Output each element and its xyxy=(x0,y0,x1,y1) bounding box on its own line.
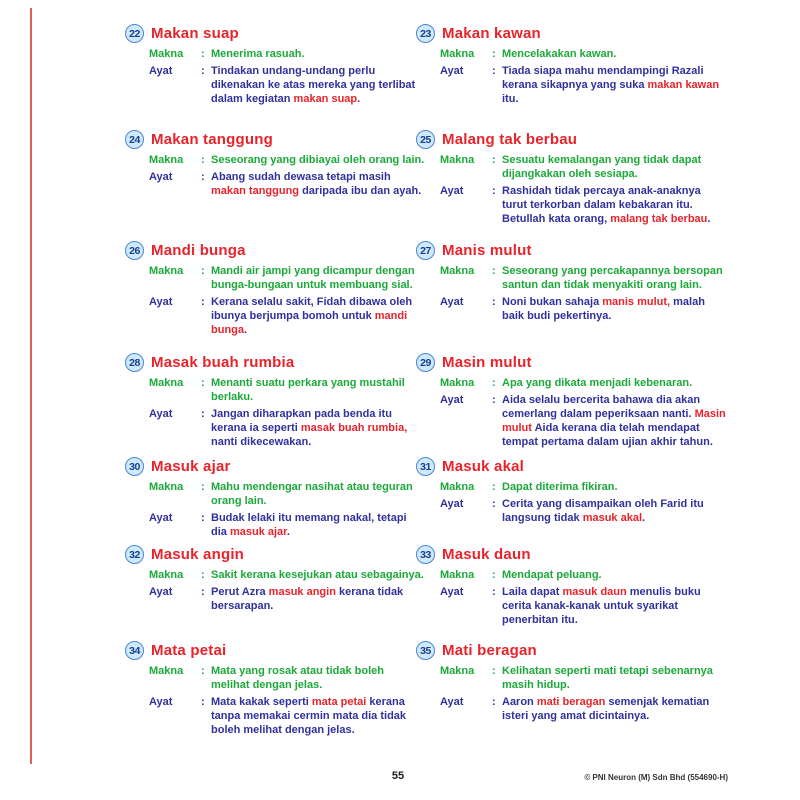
ayat-label: Ayat xyxy=(149,696,173,708)
makna-colon: : xyxy=(201,569,205,581)
makna-text: Apa yang dikata menjadi kebenaran. xyxy=(502,377,693,389)
entry-header xyxy=(416,241,726,260)
page-number: 55 xyxy=(391,770,405,782)
makna-label: Makna xyxy=(149,481,184,493)
ayat-colon: : xyxy=(201,586,205,598)
entry-header xyxy=(125,130,425,149)
ayat-segment: Tindakan undang-undang perlu dikenakan ke atas mereka yang terlibat dalam kegiatan xyxy=(211,65,416,105)
makna-text: Menanti suatu perkara yang mustahil berlaku. xyxy=(211,377,405,403)
idiom-entry xyxy=(125,353,425,452)
copyright-text: © PNI Neuron (M) Sdn Bhd (554690-H) xyxy=(584,773,728,782)
ayat-row xyxy=(416,295,726,323)
makna-row xyxy=(125,153,425,167)
ayat-row xyxy=(125,695,425,737)
entry-header xyxy=(125,353,425,372)
makna-colon: : xyxy=(201,154,205,166)
makna-text: Mandi air jampi yang dicampur dengan bunga-bungaan untuk membuang sial. xyxy=(211,265,415,291)
ayat-label: Ayat xyxy=(149,171,173,183)
makna-row xyxy=(416,376,726,390)
idiom-entry xyxy=(125,457,425,542)
entry-number-badge: 30 xyxy=(125,457,144,476)
makna-row xyxy=(416,153,726,181)
ayat-colon: : xyxy=(201,408,205,420)
makna-text: Menerima rasuah. xyxy=(211,48,305,60)
ayat-text xyxy=(211,407,425,449)
makna-colon: : xyxy=(492,154,496,166)
ayat-label: Ayat xyxy=(440,696,464,708)
ayat-segment: Perut Azra xyxy=(211,586,269,598)
ayat-segment: Abang sudah dewasa tetapi masih xyxy=(211,171,391,183)
makna-label: Makna xyxy=(440,265,475,277)
ayat-segment: Jangan diharapkan pada benda itu kerana ia seperti xyxy=(211,408,392,434)
entry-number-badge: 26 xyxy=(125,241,144,260)
ayat-segment: kerana tidak bersarapan. xyxy=(211,586,404,612)
ayat-row xyxy=(125,585,425,613)
idiom-entry xyxy=(125,545,425,616)
ayat-segment: Budak lelaki itu memang nakal, tetapi dia xyxy=(211,512,407,538)
ayat-segment: Aida kerana dia telah mendapat tempat pertama dalam ujian akhir tahun. xyxy=(502,422,713,448)
idiom-entry xyxy=(416,353,726,452)
entry-title: Malang tak berbau xyxy=(442,130,578,148)
makna-colon: : xyxy=(492,377,496,389)
entry-number-badge: 23 xyxy=(416,24,435,43)
ayat-segment: itu. xyxy=(502,93,519,105)
ayat-colon: : xyxy=(492,498,496,510)
ayat-label: Ayat xyxy=(440,65,464,77)
idiom-highlight: masak buah rumbia, xyxy=(300,422,408,434)
idiom-highlight: masuk akal xyxy=(582,512,643,524)
ayat-text xyxy=(502,295,726,323)
makna-row xyxy=(416,264,726,292)
makna-colon: : xyxy=(492,265,496,277)
ayat-text xyxy=(502,497,726,525)
ayat-segment: Noni bukan sahaja xyxy=(502,296,603,308)
entry-title: Masak buah rumbia xyxy=(151,353,295,371)
ayat-label: Ayat xyxy=(440,394,464,406)
ayat-segment: Aaron xyxy=(502,696,537,708)
idiom-entry xyxy=(125,130,425,201)
makna-row xyxy=(416,664,726,692)
makna-colon: : xyxy=(201,665,205,677)
ayat-row xyxy=(125,295,425,337)
makna-colon: : xyxy=(492,481,496,493)
entry-number-badge: 24 xyxy=(125,130,144,149)
makna-colon: : xyxy=(201,48,205,60)
entry-title: Mata petai xyxy=(151,641,227,659)
ayat-segment: menulis buku cerita kanak-kanak untuk syarikat penerbitan itu. xyxy=(502,586,701,626)
makna-label: Makna xyxy=(149,265,184,277)
idiom-highlight: masuk angin xyxy=(268,586,336,598)
idiom-entry xyxy=(416,545,726,630)
ayat-label: Ayat xyxy=(440,296,464,308)
ayat-colon: : xyxy=(492,65,496,77)
makna-row xyxy=(416,480,726,494)
ayat-text xyxy=(211,64,425,106)
entry-number-badge: 31 xyxy=(416,457,435,476)
idiom-highlight: masuk daun xyxy=(562,586,627,598)
idiom-entry xyxy=(125,24,425,109)
ayat-text xyxy=(502,695,726,723)
makna-colon: : xyxy=(492,569,496,581)
entry-number-badge: 33 xyxy=(416,545,435,564)
ayat-colon: : xyxy=(201,65,205,77)
ayat-segment: Kerana selalu sakit, Fidah dibawa oleh ibunya berjumpa bomoh untuk xyxy=(211,296,413,322)
ayat-segment: semenjak kematian isteri yang amat dicintainya. xyxy=(502,696,710,722)
makna-row xyxy=(125,264,425,292)
ayat-label: Ayat xyxy=(149,408,173,420)
idiom-highlight: makan suap xyxy=(293,93,358,105)
idiom-highlight: mandi bunga xyxy=(211,310,408,336)
ayat-label: Ayat xyxy=(149,586,173,598)
ayat-segment: Cerita yang disampaikan oleh Farid itu langsung tidak xyxy=(502,498,704,524)
entry-number-badge: 28 xyxy=(125,353,144,372)
page-footer xyxy=(0,770,800,790)
ayat-segment: Tiada siapa mahu mendampingi Razali kerana sikapnya yang suka xyxy=(502,65,704,91)
makna-text: Seseorang yang dibiayai oleh orang lain. xyxy=(211,154,425,166)
idiom-entry xyxy=(416,24,726,109)
ayat-text xyxy=(502,184,726,226)
ayat-segment: daripada ibu dan ayah. xyxy=(299,185,422,197)
entry-title: Manis mulut xyxy=(442,241,532,259)
entry-header xyxy=(125,641,425,660)
entry-number-badge: 35 xyxy=(416,641,435,660)
makna-text: Mencelakakan kawan. xyxy=(502,48,617,60)
makna-label: Makna xyxy=(440,154,475,166)
makna-colon: : xyxy=(492,665,496,677)
makna-row xyxy=(125,376,425,404)
entry-title: Masuk ajar xyxy=(151,457,231,475)
idiom-entry xyxy=(416,241,726,326)
makna-row xyxy=(125,664,425,692)
ayat-row xyxy=(416,393,726,449)
entry-title: Masuk daun xyxy=(442,545,531,563)
ayat-segment: Aida selalu bercerita bahawa dia akan cemerlang dalam peperiksaan nanti. xyxy=(502,394,701,420)
ayat-colon: : xyxy=(492,296,496,308)
ayat-row xyxy=(125,170,425,198)
makna-row xyxy=(416,568,726,582)
entry-title: Mati beragan xyxy=(442,641,537,659)
entry-number-badge: 34 xyxy=(125,641,144,660)
ayat-row xyxy=(416,64,726,106)
makna-text: Mahu mendengar nasihat atau teguran orang lain. xyxy=(211,481,413,507)
ayat-colon: : xyxy=(492,696,496,708)
ayat-colon: : xyxy=(201,171,205,183)
idiom-entry xyxy=(125,641,425,740)
ayat-segment: Rashidah tidak percaya anak-anaknya turut terkorban dalam kebakaran itu. Betullah kata orang, xyxy=(502,185,701,225)
ayat-row xyxy=(125,511,425,539)
entry-number-badge: 32 xyxy=(125,545,144,564)
ayat-label: Ayat xyxy=(149,512,173,524)
makna-label: Makna xyxy=(440,569,475,581)
ayat-label: Ayat xyxy=(440,498,464,510)
ayat-colon: : xyxy=(201,696,205,708)
makna-colon: : xyxy=(492,48,496,60)
idiom-highlight: manis mulut, xyxy=(602,296,671,308)
entry-title: Masuk angin xyxy=(151,545,245,563)
ayat-text xyxy=(211,295,425,337)
ayat-segment: kerana tanpa memakai cermin mata dia tidak boleh melihat dengan jelas. xyxy=(211,696,407,736)
entry-header xyxy=(416,353,726,372)
entry-header xyxy=(416,545,726,564)
ayat-text xyxy=(211,170,425,198)
entry-header xyxy=(125,545,425,564)
idiom-entry xyxy=(125,241,425,340)
ayat-text xyxy=(211,695,425,737)
entry-title: Makan kawan xyxy=(442,24,541,42)
makna-text: Sakit kerana kesejukan atau sebagainya. xyxy=(211,569,424,581)
makna-text: Dapat diterima fikiran. xyxy=(502,481,618,493)
makna-row xyxy=(125,47,425,61)
entry-number-badge: 27 xyxy=(416,241,435,260)
entry-header xyxy=(125,241,425,260)
idiom-entry xyxy=(416,130,726,229)
page-edge-line xyxy=(30,8,32,764)
ayat-label: Ayat xyxy=(440,185,464,197)
ayat-colon: : xyxy=(492,185,496,197)
idiom-highlight: malang tak berbau xyxy=(610,213,708,225)
entry-number-badge: 22 xyxy=(125,24,144,43)
ayat-row xyxy=(125,64,425,106)
ayat-text xyxy=(211,585,425,613)
ayat-row xyxy=(416,184,726,226)
idiom-entry xyxy=(416,641,726,726)
ayat-segment: . xyxy=(244,324,248,336)
ayat-segment: Mata kakak seperti xyxy=(211,696,312,708)
ayat-colon: : xyxy=(492,394,496,406)
makna-label: Makna xyxy=(440,48,475,60)
ayat-label: Ayat xyxy=(149,65,173,77)
makna-text: Mata yang rosak atau tidak boleh melihat dengan jelas. xyxy=(211,665,384,691)
ayat-segment: . xyxy=(286,526,290,538)
makna-row xyxy=(416,47,726,61)
entry-title: Masin mulut xyxy=(442,353,532,371)
ayat-segment: Laila dapat xyxy=(502,586,563,598)
ayat-segment: . xyxy=(357,93,361,105)
idiom-highlight: Masin mulut xyxy=(502,408,726,434)
ayat-segment: . xyxy=(642,512,646,524)
entry-header xyxy=(125,24,425,43)
makna-label: Makna xyxy=(440,665,475,677)
ayat-text xyxy=(502,393,726,449)
ayat-segment: . xyxy=(707,213,711,225)
entry-title: Makan tanggung xyxy=(151,130,273,148)
makna-label: Makna xyxy=(440,481,475,493)
makna-label: Makna xyxy=(149,569,184,581)
makna-label: Makna xyxy=(149,48,184,60)
makna-label: Makna xyxy=(149,377,184,389)
makna-colon: : xyxy=(201,377,205,389)
ayat-row xyxy=(416,585,726,627)
entry-header xyxy=(416,130,726,149)
makna-row xyxy=(125,480,425,508)
idiom-entry xyxy=(416,457,726,528)
ayat-label: Ayat xyxy=(440,586,464,598)
makna-text: Seseorang yang percakapannya bersopan santun dan tidak menyakiti orang lain. xyxy=(502,265,723,291)
entry-number-badge: 29 xyxy=(416,353,435,372)
entry-title: Mandi bunga xyxy=(151,241,246,259)
idiom-highlight: makan kawan xyxy=(647,79,720,91)
entry-header xyxy=(416,641,726,660)
ayat-colon: : xyxy=(201,512,205,524)
entry-header xyxy=(125,457,425,476)
idiom-highlight: mata petai xyxy=(311,696,367,708)
ayat-colon: : xyxy=(492,586,496,598)
makna-label: Makna xyxy=(440,377,475,389)
ayat-row xyxy=(125,407,425,449)
entry-header xyxy=(416,24,726,43)
makna-text: Mendapat peluang. xyxy=(502,569,602,581)
entry-header xyxy=(416,457,726,476)
ayat-colon: : xyxy=(201,296,205,308)
entry-title: Masuk akal xyxy=(442,457,525,475)
entry-title: Makan suap xyxy=(151,24,239,42)
ayat-segment: malah baik budi pekertinya. xyxy=(502,296,705,322)
ayat-label: Ayat xyxy=(149,296,173,308)
makna-label: Makna xyxy=(149,154,184,166)
entry-number-badge: 25 xyxy=(416,130,435,149)
ayat-text xyxy=(211,511,425,539)
makna-row xyxy=(125,568,425,582)
idiom-highlight: masuk ajar xyxy=(229,526,287,538)
makna-colon: : xyxy=(201,265,205,277)
ayat-text xyxy=(502,64,726,106)
ayat-segment: nanti dikecewakan. xyxy=(211,436,312,448)
makna-text: Kelihatan seperti mati tetapi sebenarnya masih hidup. xyxy=(502,665,713,691)
makna-label: Makna xyxy=(149,665,184,677)
idiom-highlight: mati beragan xyxy=(536,696,606,708)
makna-colon: : xyxy=(201,481,205,493)
ayat-row xyxy=(416,695,726,723)
ayat-row xyxy=(416,497,726,525)
makna-text: Sesuatu kemalangan yang tidak dapat dijangkakan oleh sesiapa. xyxy=(502,154,702,180)
idiom-highlight: makan tanggung xyxy=(211,185,300,197)
ayat-text xyxy=(502,585,726,627)
